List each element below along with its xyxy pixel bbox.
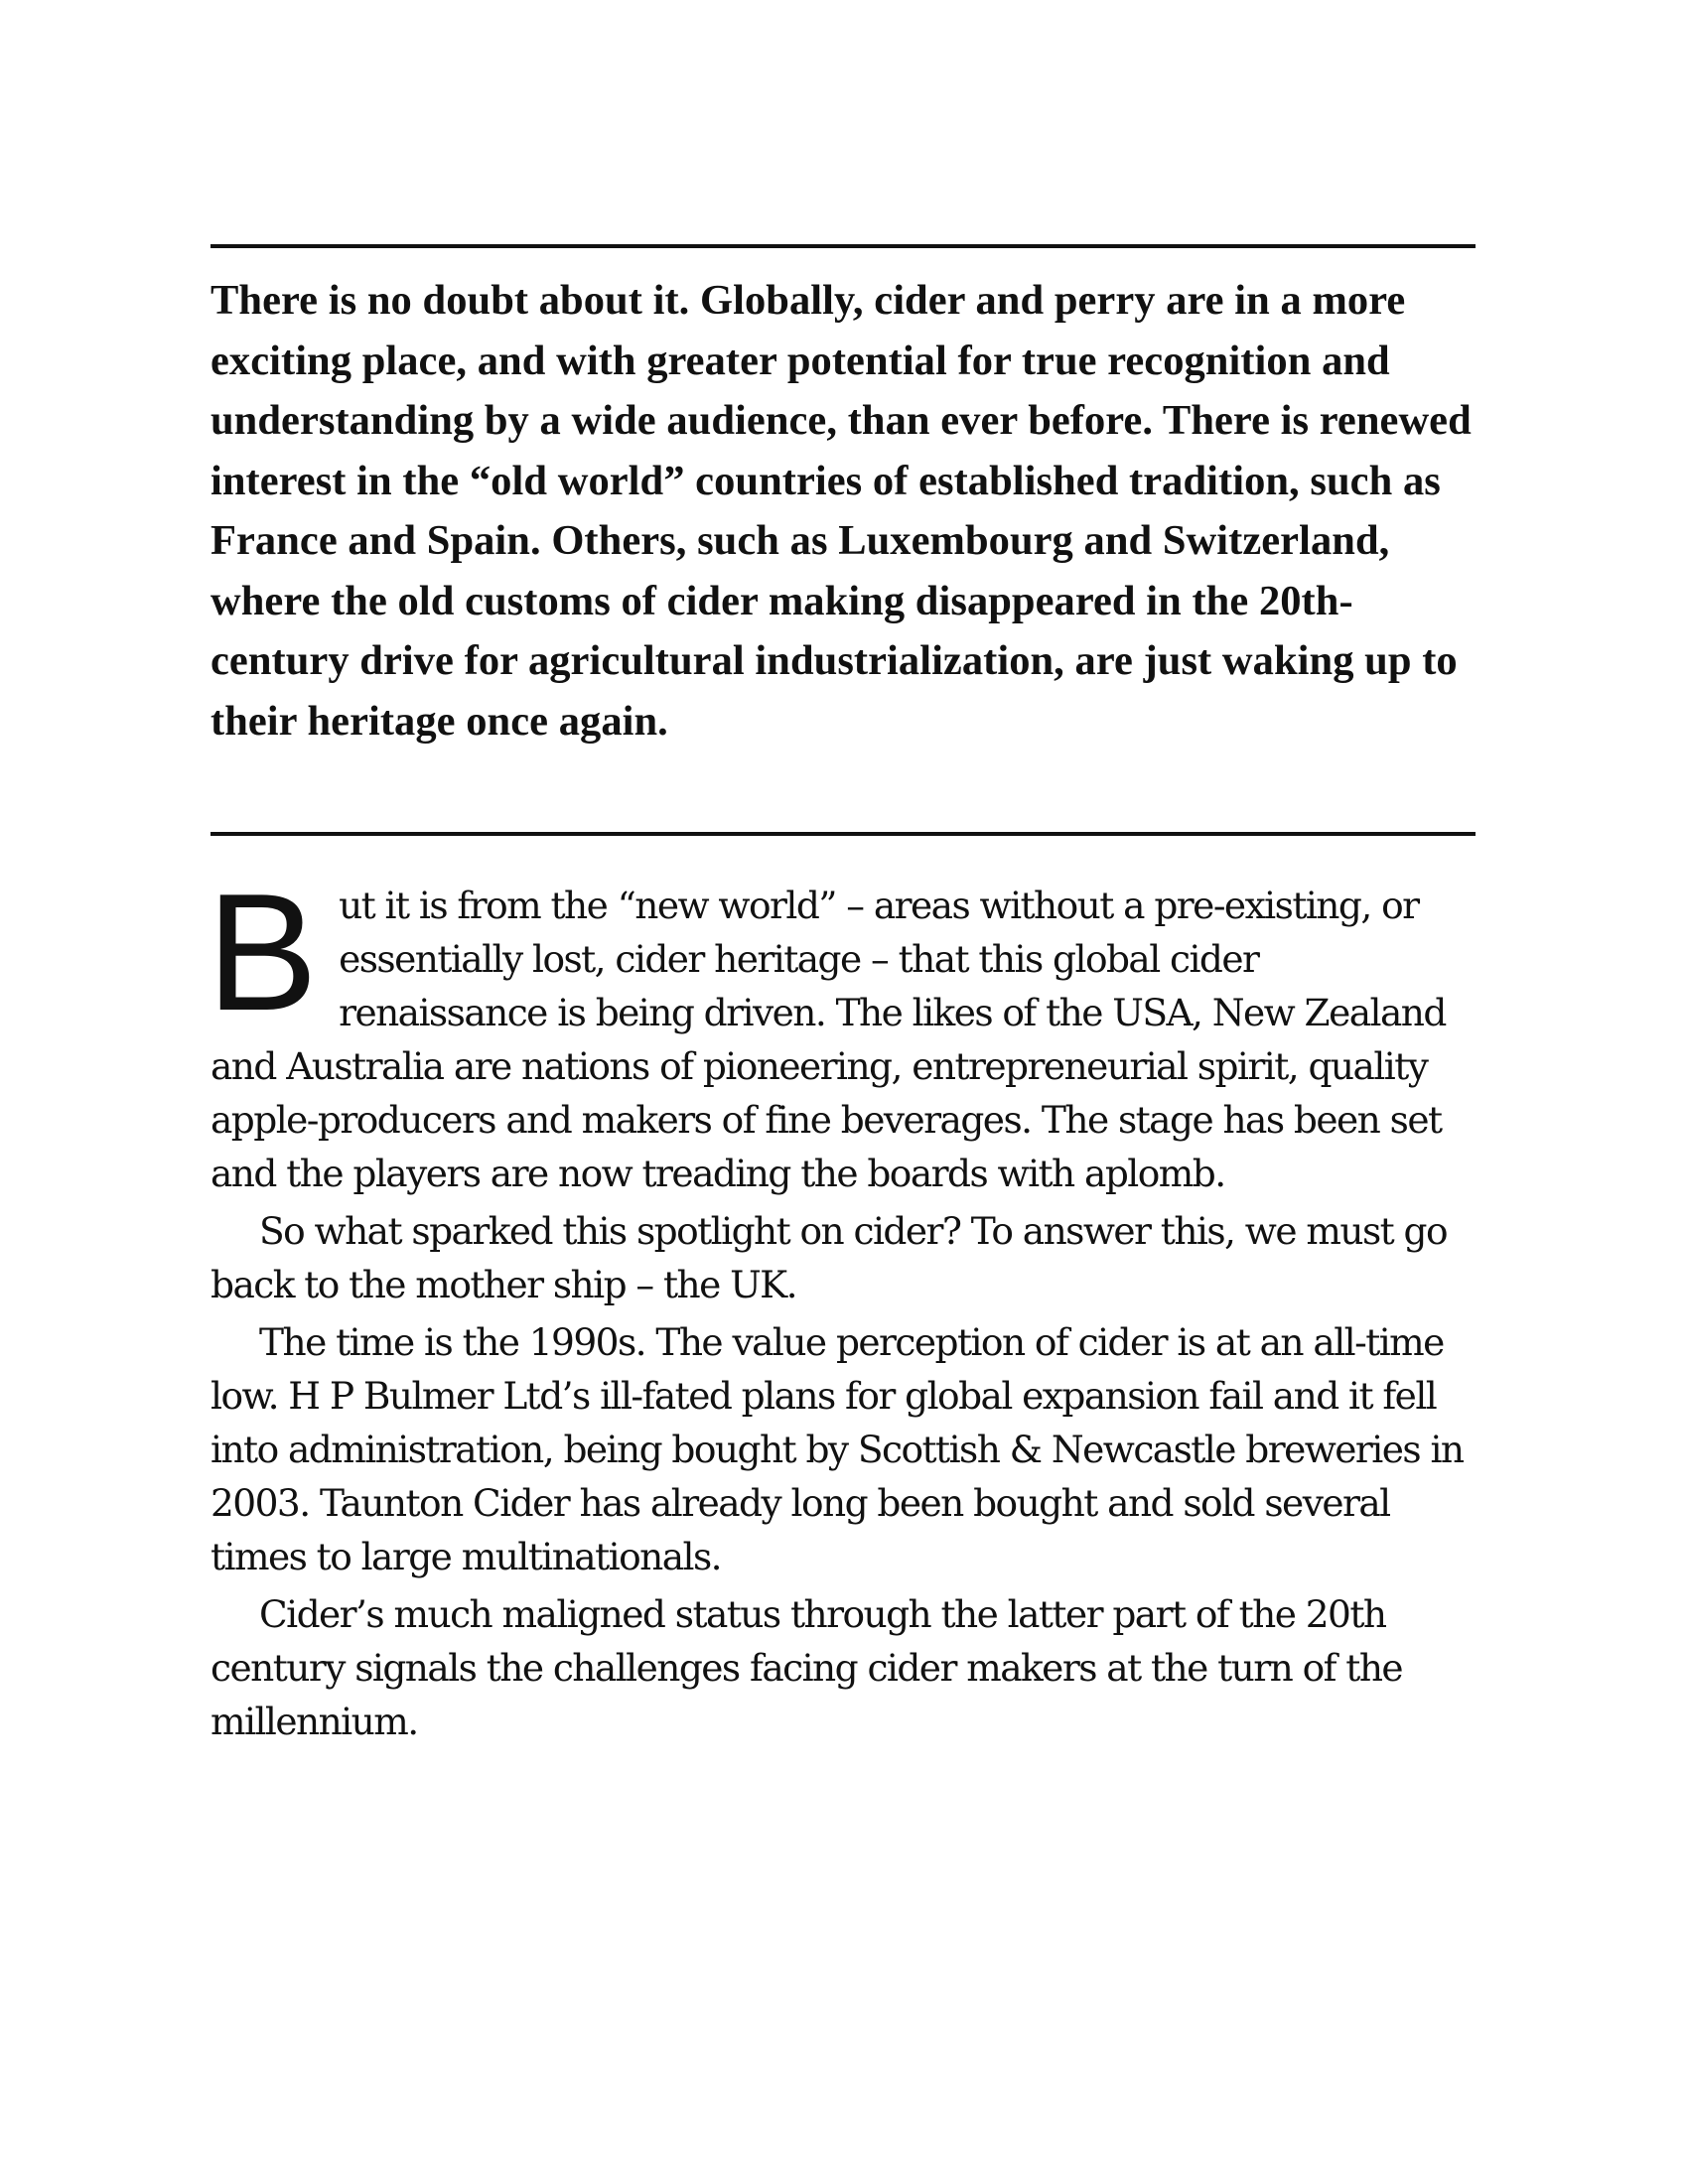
page [207,0,1476,2184]
body-text [207,859,1476,1752]
body-paragraph-1-text: ut it is from the “new world” – areas without a pre-existing, or essentially lost, cider heritage – that this global cider renaissance is being driven. The likes of the USA, New Zealand and Australia are nations of pioneering, entrepreneurial spirit, quality apple-producers and makers of fine beverages. The stage has been set and the players are now treading the boards with aplomb. [211,884,1446,1195]
body-paragraph-1 [207,859,1476,1200]
top-rule [211,244,1476,248]
bottom-rule [211,832,1476,836]
body-paragraph-2: So what sparked this spotlight on cider? To answer this, we must go back to the mother ship – the UK. [211,1209,1448,1306]
body-paragraph-4: Cider’s much maligned status through the latter part of the 20th century signals the challenges facing cider makers at the turn of the millennium. [211,1592,1403,1743]
drop-cap: B [207,859,319,1045]
body-paragraph-3: The time is the 1990s. The value perception of cider is at an all-time low. H P Bulmer Ltd’s ill-fated plans for global expansion fail and it fell into administration, being bought by Scottish & Newcastle breweries in 2003. Taunton Cider has already long been bought and sold several times to large multinationals. [211,1320,1464,1578]
intro-paragraph: There is no doubt about it. Globally, cider and perry are in a more exciting place, and with greater potential for true recognition and understanding by a wide audience, than ever before. There is renewed interest in the “old world” countries of established tradition, such as France and Spain. Others, such as Luxembourg and Switzerland, where the old customs of cider making disappeared in the 20th-century drive for agricultural industrialization, are just waking up to their heritage once again. [211,277,1472,745]
